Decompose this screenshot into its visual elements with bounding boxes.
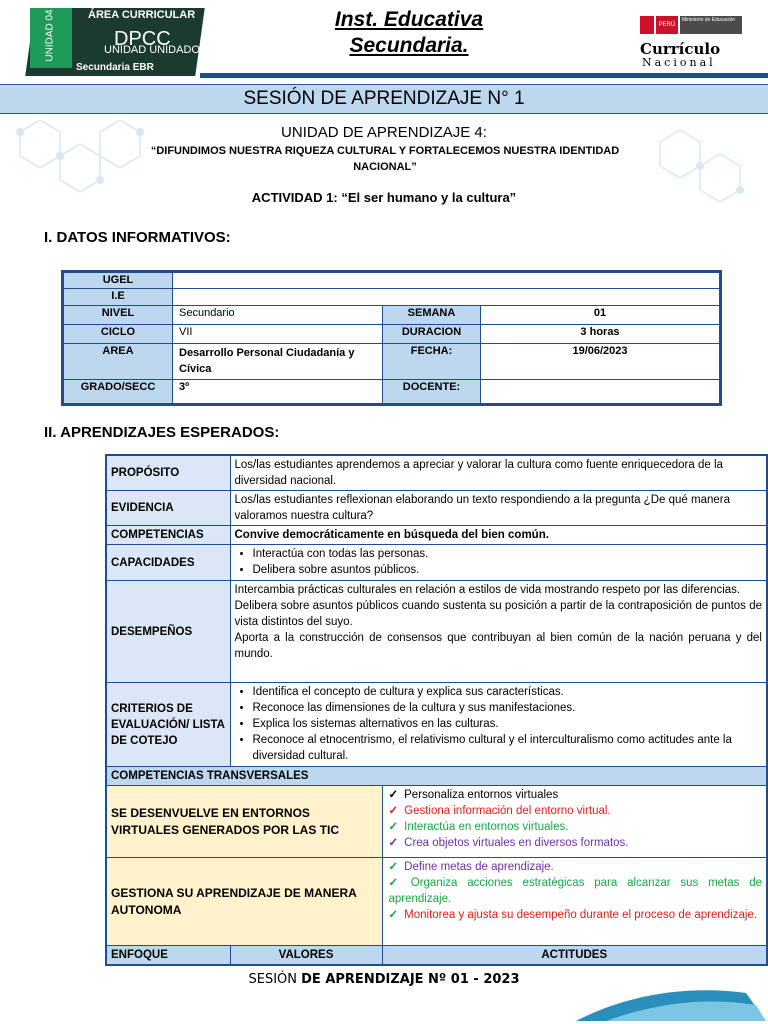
list-item: • Interactúa con todas las personas.: [253, 546, 763, 562]
datos-table: [61, 270, 722, 406]
criterios-list: [235, 684, 763, 764]
tic-label: SE DESENVUELVE EN ENTORNOS VIRTUALES GENERADOS POR LAS TIC: [106, 786, 382, 858]
desempeno-item: Intercambia prácticas culturales en relación a estilos de vida mostrando respeto por las diferencias.: [234, 584, 741, 596]
header-divider: [200, 73, 768, 78]
ciclo-value: VII: [173, 325, 383, 344]
footer-bold: DE APRENDIZAJE Nº 01 - 2023: [301, 972, 520, 987]
ugel-value: [173, 272, 721, 289]
duracion-value: 3 horas: [481, 325, 721, 344]
area-label: AREA: [63, 344, 173, 380]
fecha-label: FECHA:: [383, 344, 481, 380]
desempeno-item: Aporta a la construcción de consensos que contribuyan al bien común de la nación peruana y del mundo.: [234, 632, 762, 660]
ie-value: [173, 289, 721, 306]
criterios-label: CRITERIOS DE EVALUACIÓN/ LISTA DE COTEJO: [106, 683, 230, 767]
institution-line-1: Inst. Educativa: [334, 8, 484, 31]
peru-shield-icon: [640, 16, 654, 34]
semana-label: SEMANA: [383, 306, 481, 325]
ciclo-label: CICLO: [63, 325, 173, 344]
semana-value: 01: [481, 306, 721, 325]
wave-decoration: [576, 975, 766, 1021]
activity-title: ACTIVIDAD 1: “El ser humano y la cultura”: [251, 190, 517, 205]
proposito-label: PROPÓSITO: [106, 455, 230, 491]
nivel-value: Secundario: [173, 306, 383, 325]
footer-prefix: SESIÓN: [248, 972, 302, 987]
competencias-label: COMPETENCIAS: [106, 526, 230, 545]
grado-value: 3º: [173, 380, 383, 405]
tic-cell: [382, 786, 767, 858]
gestiona-label: GESTIONA SU APRENDIZAJE DE MANERA AUTONOMA: [106, 858, 382, 946]
transversales-heading: COMPETENCIAS TRANSVERSALES: [106, 767, 767, 786]
area-value: Desarrollo Personal Ciudadanía y Cívica: [173, 344, 383, 380]
docente-label: DOCENTE:: [383, 380, 481, 405]
evidencia-label: EVIDENCIA: [106, 491, 230, 526]
valores-header: VALORES: [230, 946, 382, 966]
fecha-value: 19/06/2023: [481, 344, 721, 380]
list-item: • Explica los sistemas alternativos en las culturas.: [253, 716, 763, 732]
nivel-label: NIVEL: [63, 306, 173, 325]
ie-label: I.E: [63, 289, 173, 306]
capacidades-list: [235, 546, 763, 578]
list-item: • Identifica el concepto de cultura y explica sus características.: [253, 684, 763, 700]
grado-label: GRADO/SECC: [63, 380, 173, 405]
criterios-cell: [230, 683, 767, 767]
unit-title: UNIDAD DE APRENDIZAJE 4:: [281, 124, 487, 141]
gestiona-cell: [382, 858, 767, 946]
list-item: ✓ Crea objetos virtuales en diversos formatos.: [389, 835, 763, 851]
evidencia-value: Los/las estudiantes reflexionan elaborando un texto respondiendo a la pregunta ¿De qué manera valoramos nuestra cultura?: [230, 491, 767, 526]
list-item: ✓ Organiza acciones estratégicas para alcanzar sus metas de aprendizaje.: [389, 875, 763, 907]
session-title-bar: [0, 84, 768, 114]
docente-value: [481, 380, 721, 405]
proposito-value: Los/las estudiantes aprendemos a apreciar y valorar la cultura como fuente enriquecedora de la diversidad nacional.: [230, 455, 767, 491]
logo-curriculo: Currículo: [640, 40, 721, 58]
aprendizajes-table: [105, 454, 768, 966]
capacidades-label: CAPACIDADES: [106, 545, 230, 581]
dpcc-label: DPCC: [114, 28, 171, 50]
logo-ministerio: Ministerio de Educación: [680, 16, 742, 34]
section-datos-heading: I. DATOS INFORMATIVOS:: [44, 229, 231, 246]
institution-line-2: Secundaria.: [349, 34, 469, 57]
section-aprendizajes-heading: II. APRENDIZAJES ESPERADOS:: [44, 424, 280, 441]
tic-list: [387, 787, 763, 851]
list-item: ✓ Monitorea y ajusta su desempeño durante el proceso de aprendizaje.: [389, 907, 763, 923]
unit-subtitle: “DIFUNDIMOS NUESTRA RIQUEZA CULTURAL Y FORTALECEMOS NUESTRA IDENTIDAD NACIONAL”: [150, 145, 620, 173]
secundaria-label: Secundaria EBR: [72, 62, 164, 76]
capacidades-cell: [230, 545, 767, 581]
logo-nacional: Nacional: [642, 56, 716, 69]
list-item: ✓ Define metas de aprendizaje.: [389, 859, 763, 875]
list-item: ✓ Gestiona información del entorno virtual.: [389, 803, 763, 819]
competencias-value: Convive democráticamente en búsqueda del bien común.: [230, 526, 767, 545]
desempeno-item: Delibera sobre asuntos públicos cuando sustenta su posición a partir de la contraposición de puntos de vista distintos del suyo.: [234, 600, 762, 628]
desempenos-label: DESEMPEÑOS: [106, 581, 230, 683]
list-item: ✓ Interactúa en entornos virtuales.: [389, 819, 763, 835]
unidad-overlay-label: UNIDAD UNIDADO: [104, 44, 200, 56]
list-item: • Reconoce las dimensiones de la cultura y sus manifestaciones.: [253, 700, 763, 716]
actitudes-header: ACTITUDES: [382, 946, 767, 966]
duracion-label: DURACION: [383, 325, 481, 344]
enfoque-header: ENFOQUE: [106, 946, 230, 966]
desempenos-cell: [230, 581, 767, 683]
area-curricular-label: ÁREA CURRICULAR: [88, 9, 196, 21]
ugel-label: UGEL: [63, 272, 173, 289]
session-title: SESIÓN DE APRENDIZAJE N° 1: [243, 88, 525, 109]
list-item: ✓ Personaliza entornos virtuales: [389, 787, 763, 803]
gestiona-list: [387, 859, 763, 923]
unit-vertical-label: UNIDAD 04: [44, 9, 56, 62]
list-item: • Reconoce al etnocentrismo, el relativismo cultural y el interculturalismo como actitudes ante la diversidad cultural.: [253, 732, 763, 764]
logo-peru: PERÚ: [656, 16, 678, 34]
list-item: • Delibera sobre asuntos públicos.: [253, 562, 763, 578]
